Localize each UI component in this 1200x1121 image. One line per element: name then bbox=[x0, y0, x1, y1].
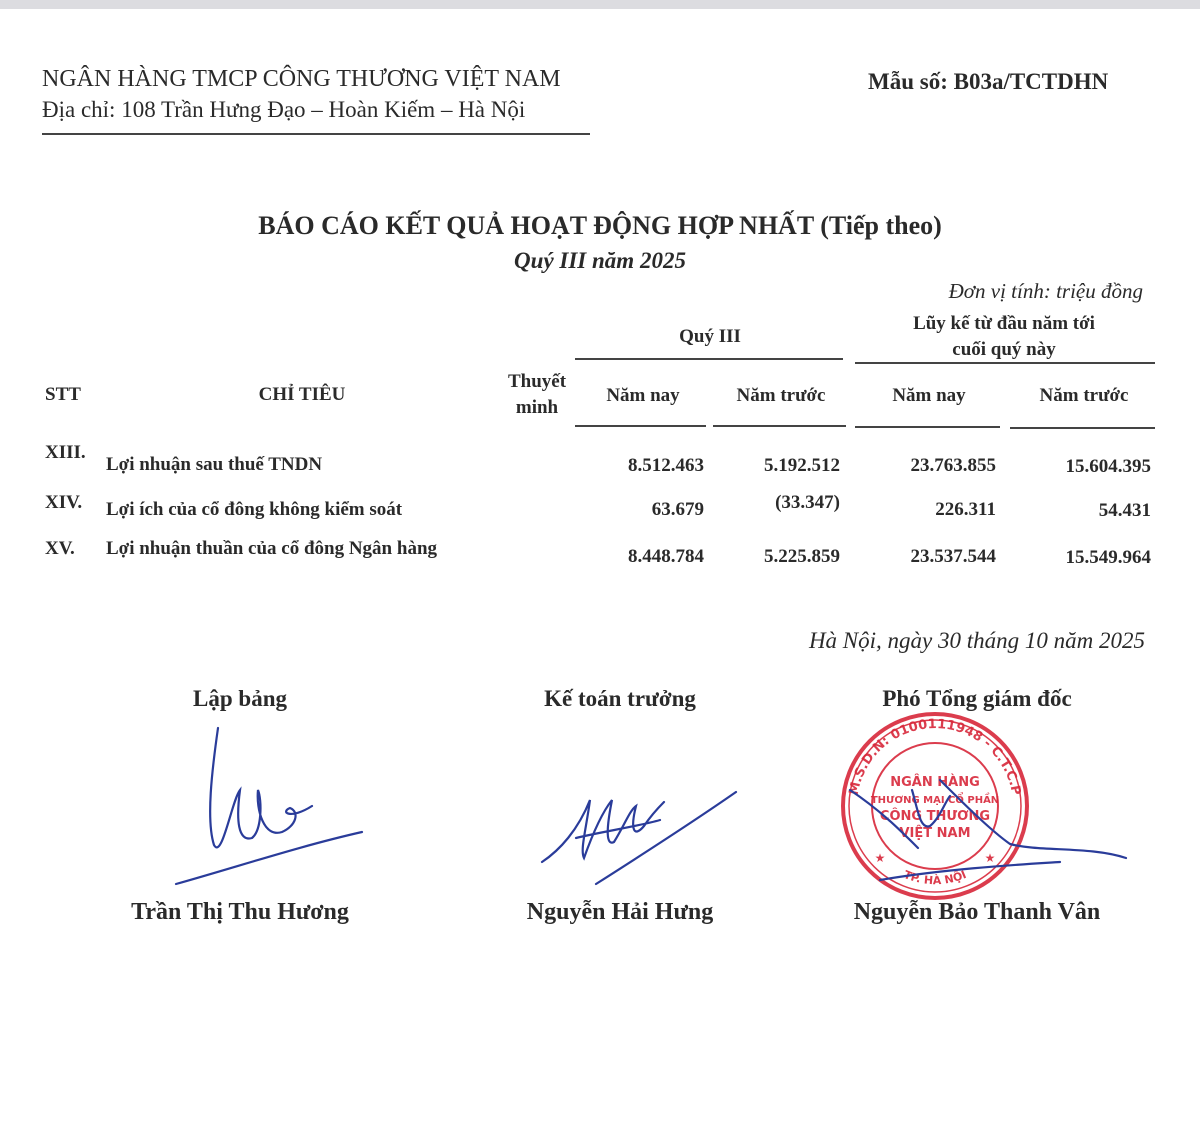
stamp-line2: THƯƠNG MẠI CỔ PHẦN bbox=[870, 795, 1000, 806]
row-ytd-this: 23.763.855 bbox=[910, 455, 996, 476]
star-icon: ★ bbox=[874, 851, 886, 865]
row-q-this: 8.448.784 bbox=[628, 546, 704, 567]
divider bbox=[855, 362, 1155, 364]
signer-title: Phó Tổng giám đốc bbox=[882, 686, 1072, 711]
col-ytd-prev-year: Năm trước bbox=[1039, 385, 1129, 406]
row-item: Lợi nhuận thuần của cổ đông Ngân hàng bbox=[106, 538, 438, 559]
signature-1 bbox=[210, 728, 312, 847]
col-stt: STT bbox=[45, 384, 81, 405]
report-title: BÁO CÁO KẾT QUẢ HOẠT ĐỘNG HỢP NHẤT (Tiếp theo) bbox=[258, 211, 942, 240]
row-q-prev: 5.225.859 bbox=[764, 546, 840, 567]
row-q-prev: (33.347) bbox=[775, 492, 840, 513]
row-ytd-prev: 54.431 bbox=[1098, 500, 1151, 521]
col-quarter-prev-year: Năm trước bbox=[736, 385, 826, 406]
stamp-line4: VIỆT NAM bbox=[899, 826, 971, 841]
signing-date: Hà Nội, ngày 30 tháng 10 năm 2025 bbox=[808, 628, 1145, 653]
row-item: Lợi ích của cổ đông không kiểm soát bbox=[106, 499, 403, 520]
col-item: CHỈ TIÊU bbox=[258, 384, 346, 405]
stamp-ring-text: M.S.D.N: 0100111948 - C.T.C.P bbox=[846, 716, 1024, 797]
row-ytd-prev: 15.604.395 bbox=[1065, 456, 1151, 477]
stamp-line3: CÔNG THƯƠNG bbox=[879, 809, 991, 824]
signature-3 bbox=[850, 780, 1126, 880]
signature-2 bbox=[542, 792, 736, 884]
signer-name: Nguyễn Hải Hưng bbox=[526, 899, 714, 925]
divider bbox=[713, 425, 846, 427]
signer-name: Nguyễn Bảo Thanh Vân bbox=[853, 899, 1101, 925]
row-stt: XIV. bbox=[45, 492, 83, 513]
row-ytd-this: 23.537.544 bbox=[910, 546, 996, 567]
group-ytd-header-line1: Lũy kế từ đầu năm tới bbox=[913, 313, 1095, 334]
row-q-this: 8.512.463 bbox=[628, 455, 704, 476]
star-icon: ★ bbox=[984, 851, 996, 865]
header-divider bbox=[42, 133, 590, 135]
signer-name: Trần Thị Thu Hương bbox=[131, 899, 349, 925]
bank-address: Địa chỉ: 108 Trần Hưng Đạo – Hoàn Kiếm – Hà Nội bbox=[42, 97, 526, 122]
form-number: Mẫu số: B03a/TCTDHN bbox=[868, 69, 1109, 94]
col-ytd-this-year: Năm nay bbox=[892, 385, 966, 406]
signer-title: Kế toán trưởng bbox=[544, 686, 696, 711]
row-ytd-prev: 15.549.964 bbox=[1065, 547, 1151, 568]
row-q-this: 63.679 bbox=[651, 499, 704, 520]
stamp-line1: NGÂN HÀNG bbox=[890, 775, 980, 790]
row-ytd-this: 226.311 bbox=[935, 499, 996, 520]
bank-name: NGÂN HÀNG TMCP CÔNG THƯƠNG VIỆT NAM bbox=[42, 66, 561, 92]
row-q-prev: 5.192.512 bbox=[764, 455, 840, 476]
top-bar bbox=[0, 0, 1200, 9]
divider bbox=[575, 358, 843, 360]
row-stt: XV. bbox=[45, 538, 75, 559]
col-quarter-this-year: Năm nay bbox=[606, 385, 680, 406]
group-ytd-header-line2: cuối quý này bbox=[952, 339, 1056, 360]
divider bbox=[575, 425, 706, 427]
row-stt: XIII. bbox=[45, 442, 86, 463]
signer-title: Lập bảng bbox=[193, 686, 287, 711]
row-item: Lợi nhuận sau thuế TNDN bbox=[106, 454, 323, 475]
col-note-line1: Thuyết bbox=[507, 371, 567, 392]
report-period: Quý III năm 2025 bbox=[514, 248, 686, 273]
col-note-line2: minh bbox=[515, 397, 559, 418]
divider bbox=[855, 426, 1000, 428]
unit-label: Đơn vị tính: triệu đồng bbox=[948, 279, 1143, 303]
divider bbox=[1010, 427, 1155, 429]
group-quarter-header: Quý III bbox=[679, 326, 741, 347]
stamp-bottom-text: TP. HÀ NỘI bbox=[901, 868, 969, 888]
